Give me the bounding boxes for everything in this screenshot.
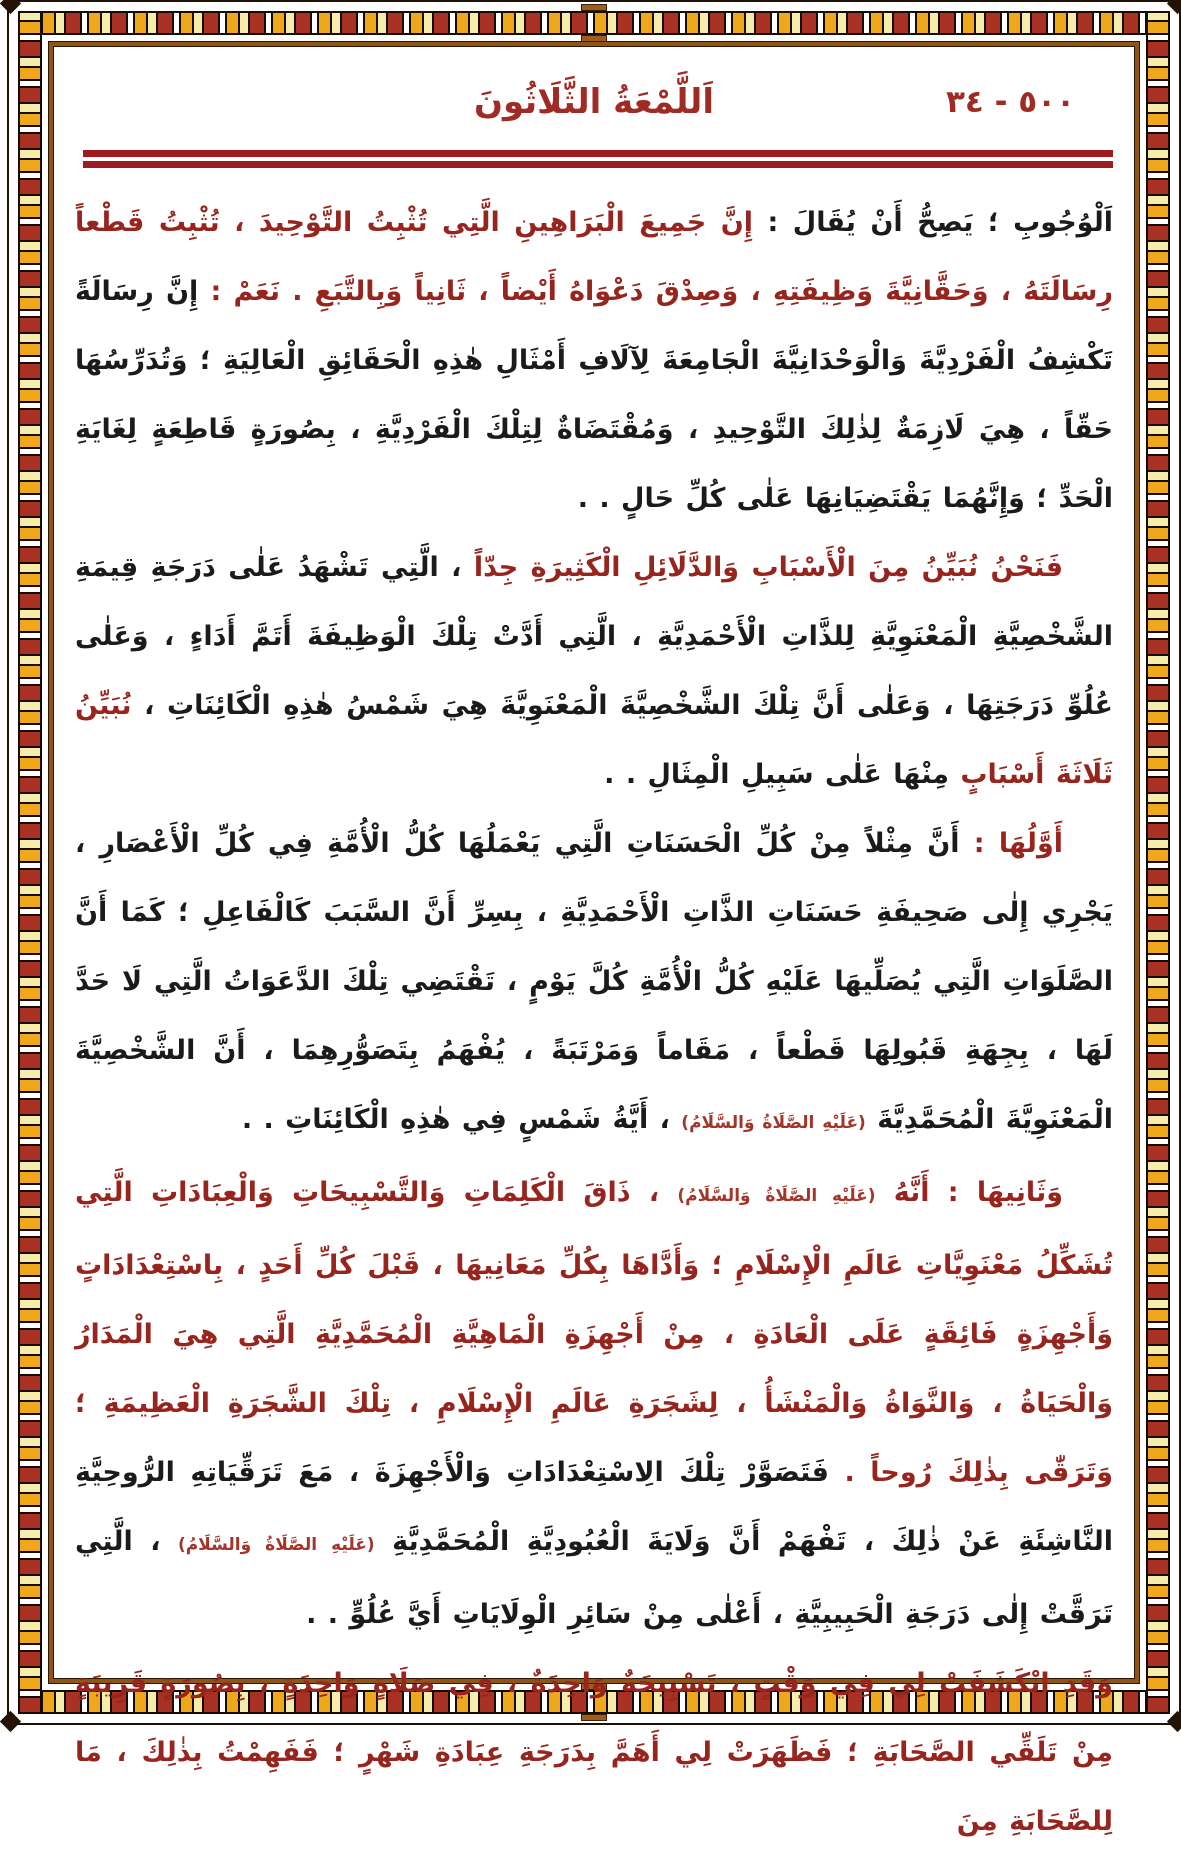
paragraph: [75, 533, 1113, 809]
page-title: اَللَّمْعَةُ الثَّلَاثُونَ: [474, 82, 714, 122]
text-segment-red: نُبَيِّنُ ثَلَاثَةَ أَسْبَابٍ: [75, 690, 1113, 790]
page-number: ٥٠٠ - ٣٤: [945, 84, 1075, 120]
corner-ornament-icon: [0, 1711, 21, 1732]
text-segment-black: ، أَيَّةُ شَمْسٍ فِي هٰذِهِ الْكَائِنَاتِ . .: [241, 1104, 682, 1135]
text-segment-red: وَقَدِ انْكَشَفَتْ لِي فِي وَقْتٍ ، تَسْبِيحَةٌ وَاحِدَةٌ ، فِي صَلَاةٍ وَاحِدَةٍ ، بِصُورَةٍ قَرِيبَةٍ مِنْ تَلَقِّي الصَّحَابَةِ ؛ فَظَهَرَتْ لِي أَهَمَّ بِدَرَجَةِ عِبَادَةِ شَهْرٍ ؛ فَفَهِمْتُ بِذٰلِكَ ، مَا لِلصَّحَابَةِ مِنَ: [75, 1668, 1113, 1837]
paragraph: [75, 809, 1113, 1158]
text-segment-black: أَنَّ مِثْلاً مِنْ كُلِّ الْحَسَنَاتِ الَّتِي يَعْمَلُهَا كُلُّ الْأُمَّةِ فِي كُلِّ الْأَعْصَارِ ، يَجْرِي إِلٰى صَحِيفَةِ حَسَنَاتِ الذَّاتِ الْأَحْمَدِيَّةِ ، بِسِرِّ أَنَّ السَّبَبَ كَالْفَاعِلِ ؛ كَمَا أَنَّ الصَّلَوَاتِ الَّتِي يُصَلِّيهَا عَلَيْهِ كُلُّ الْأُمَّةِ كُلَّ يَوْمٍ ، تَقْتَضِي تِلْكَ الدَّعَوَاتُ الَّتِي لَا حَدَّ لَهَا ، بِجِهَةِ قَبُولِهَا قَطْعاً ، مَقَاماً وَمَرْتَبَةً ، يُفْهَمُ بِتَصَوُّرِهِمَا ، أَنَّ الشَّخْصِيَّةَ الْمَعْنَوِيَّةَ الْمُحَمَّدِيَّةَ: [75, 828, 1113, 1135]
text-segment-black: اَلْوُجُوبِ ؛ يَصِحُّ أَنْ يُقَالَ :: [753, 207, 1113, 238]
text-segment-red: أَوَّلُهَا :: [959, 828, 1063, 859]
corner-ornament-icon: [1167, 1711, 1181, 1732]
book-page: [7, 0, 1181, 1837]
text-segment-red: فَنَحْنُ نُبَيِّنُ مِنَ الْأَسْبَابِ وَالدَّلَائِلِ الْكَثِيرَةِ جِدّاً: [461, 552, 1063, 583]
text-segment-red: وَثَانِيهَا : أَنَّهُ: [875, 1177, 1063, 1208]
frame-border-right: [1146, 11, 1170, 1714]
text-segment-black: مِنْهَا عَلٰى سَبِيلِ الْمِثَالِ . .: [604, 759, 949, 790]
frame-tab-icon: [581, 35, 607, 42]
paragraph: [75, 188, 1113, 533]
header-divider: [83, 150, 1113, 168]
body-text: [75, 188, 1113, 1837]
paragraph: [75, 1649, 1113, 1856]
text-segment-seal: (عَلَيْهِ الصَّلَاةُ وَالسَّلَامُ): [677, 1186, 876, 1206]
text-segment-red: إِنَّ جَمِيعَ الْبَرَاهِينِ الَّتِي تُثْبِتُ التَّوْحِيدَ ، تُثْبِتُ قَطْعاً رِسَالَتَهُ ، وَحَقَّانِيَّةَ وَظِيفَتِهِ ، وَصِدْقَ دَعْوَاهُ أَيْضاً ، ثَانِياً وَبِالتَّبَعِ . نَعَمْ :: [75, 207, 1113, 307]
frame-border-left: [18, 11, 42, 1714]
text-segment-black: ، الَّتِي تَرَقَّتْ إِلٰى دَرَجَةِ الْحَبِيبِيَّةِ ، أَعْلٰى مِنْ سَائِرِ الْوِلَايَاتِ أَيَّ عُلُوٍّ . .: [75, 1526, 1113, 1630]
text-segment-seal: (عَلَيْهِ الصَّلَاةُ وَالسَّلَامُ): [177, 1535, 375, 1555]
text-segment-black: ، الَّتِي تَشْهَدُ عَلٰى دَرَجَةِ قِيمَةِ الشَّخْصِيَّةِ الْمَعْنَوِيَّةِ لِلذَّاتِ الْأَحْمَدِيَّةِ ، الَّتِي أَدَّتْ تِلْكَ الْوَظِيفَةَ أَتَمَّ أَدَاءٍ ، وَعَلٰى عُلُوِّ دَرَجَتِهَا ، وَعَلٰى أَنَّ تِلْكَ الشَّخْصِيَّةَ الْمَعْنَوِيَّةَ هِيَ شَمْسُ هٰذِهِ الْكَائِنَاتِ ،: [75, 552, 1113, 721]
paragraph: [75, 1158, 1113, 1649]
frame-tab-icon: [581, 4, 607, 11]
text-segment-black: فَتَصَوَّرْ تِلْكَ الِاسْتِعْدَادَاتِ وَالْأَجْهِزَةَ ، مَعَ تَرَقِّيَاتِهِ الرُّوحِيَّةِ النَّاشِئَةِ عَنْ ذٰلِكَ ، تَفْهَمْ أَنَّ وَلَايَةَ الْعُبُودِيَّةِ الْمُحَمَّدِيَّةِ: [75, 1457, 1113, 1557]
text-segment-seal: (عَلَيْهِ الصَّلَاةُ وَالسَّلَامُ): [681, 1113, 866, 1133]
frame-border-top: [18, 11, 1170, 35]
text-segment-red: ، ذَاقَ الْكَلِمَاتِ وَالتَّسْبِيحَاتِ وَالْعِبَادَاتِ الَّتِي تُشَكِّلُ مَعْنَوِيَّاتِ عَالَمِ الْإِسْلَامِ ؛ وَأَدَّاهَا بِكُلِّ مَعَانِيهَا ، قَبْلَ كُلِّ أَحَدٍ ، بِاسْتِعْدَادَاتٍ وَأَجْهِزَةٍ فَائِقَةٍ عَلَى الْعَادَةِ ، مِنْ أَجْهِزَةِ الْمَاهِيَّةِ الْمُحَمَّدِيَّةِ الَّتِي هِيَ الْمَدَارُ وَالْحَيَاةُ ، وَالنَّوَاةُ وَالْمَنْشَأُ ، لِشَجَرَةِ عَالَمِ الْإِسْلَامِ ، تِلْكَ الشَّجَرَةِ الْعَظِيمَةِ ؛ وَتَرَقّٰى بِذٰلِكَ رُوحاً .: [75, 1177, 1113, 1488]
text-segment-black: إِنَّ رِسَالَةً تَكْشِفُ الْفَرْدِيَّةَ وَالْوَحْدَانِيَّةَ الْجَامِعَةَ لِآلَافِ أَمْثَالِ هٰذِهِ الْحَقَائِقِ الْعَالِيَةِ ؛ وَتُدَرِّسُهَا حَقّاً ، هِيَ لَازِمَةٌ لِذٰلِكَ التَّوْحِيدِ ، وَمُقْتَضَاةٌ لِتِلْكَ الْفَرْدِيَّةِ ، بِصُورَةٍ قَاطِعَةٍ لِغَايَةِ الْحَدِّ ؛ وَإِنَّهُمَا يَقْتَضِيَانِهَا عَلٰى كُلِّ حَالٍ . .: [75, 276, 1113, 514]
